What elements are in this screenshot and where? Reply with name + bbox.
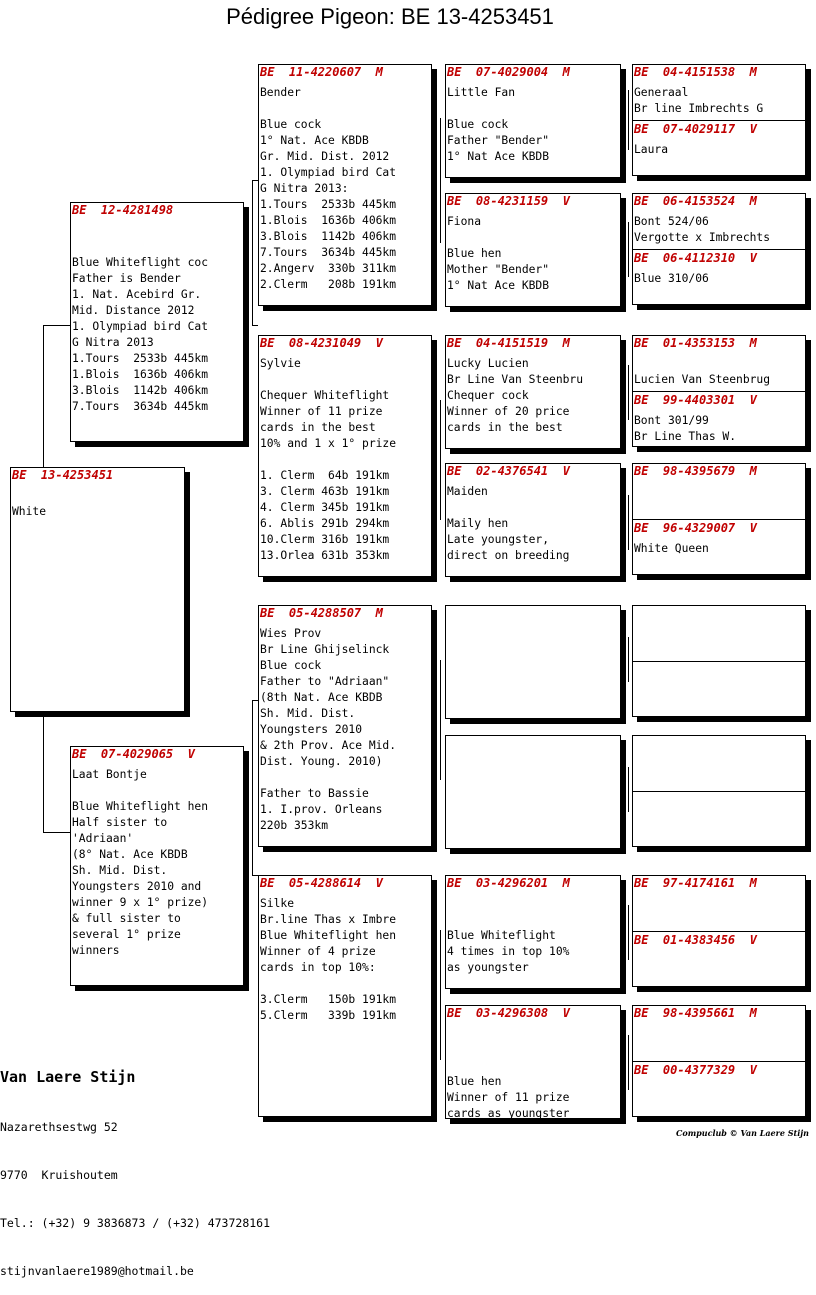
ancestor-card[interactable] [445,875,621,989]
ring-number: BE 11-4220607 M [260,65,383,79]
ring-number: BE 03-4296308 V [447,1006,570,1020]
ancestor-pair-card[interactable] [632,735,806,847]
card-details: Lucien Van Steenbrug [634,373,771,386]
ancestor-card[interactable] [445,463,621,577]
ancestor-pair-card[interactable] [632,335,806,447]
card-details: Blue Whiteflight coc Father is Bender 1. Nat. Acebird Gr. Mid. Distance 2012 1. Olympiad bird Cat G Nitra 2013 1.Tours 2533b 445km 1.Blois 1636b 406km 3.Blois 1142b 406km 7.Tours 3634b 445km [72,256,209,413]
ring-number: BE 01-4353153 M [634,336,757,350]
ring-number: BE 04-4151538 M [634,65,757,79]
connector [628,90,629,150]
copyright-footer: Compuclub © Van Laere Stijn [676,1128,809,1138]
ring-number: BE 02-4376541 V [447,464,570,478]
card-details: Blue 310/06 [634,272,709,285]
grandparent-card[interactable] [258,875,432,1117]
connector [628,1035,629,1090]
ancestor-pair-card[interactable] [632,463,806,575]
ring-number: BE 03-4296201 M [447,876,570,890]
card-details: Little Fan Blue cock Father "Bender" 1° Nat Ace KBDB [447,86,550,163]
connector [43,712,44,832]
ancestor-card[interactable] [445,735,621,849]
card-details: Generaal Br line Imbrechts G [634,86,764,115]
ring-number: BE 05-4288614 V [260,876,383,890]
grandparent-card[interactable] [258,64,432,306]
page-title: Pédigree Pigeon: BE 13-4253451 [226,4,554,29]
card-details: White [12,505,47,518]
ancestor-card[interactable] [445,64,621,178]
ring-number: BE 00-4377329 V [634,1063,757,1077]
divider [633,120,805,121]
owner-phone: Tel.: (+32) 9 3836873 / (+32) 473728161 [0,1216,271,1230]
divider [633,791,805,792]
ring-number: BE 01-4383456 V [634,933,757,947]
grandparent-card[interactable] [258,335,432,577]
connector [440,118,441,243]
ring-number: BE 06-4112310 V [634,251,757,265]
ancestor-pair-card[interactable] [632,1005,806,1117]
ring-number: BE 97-4174161 M [634,876,757,890]
ring-number: BE 07-4029065 V [72,747,195,761]
connector [252,325,258,326]
ring-number: BE 98-4395679 M [634,464,757,478]
sire-card[interactable] [70,202,244,442]
connector [628,905,629,960]
ring-number: BE 08-4231159 V [447,194,570,208]
connector [440,400,441,520]
card-details: White Queen [634,542,709,555]
ring-number: BE 12-4281498 [72,203,174,217]
ancestor-pair-card[interactable] [632,605,806,717]
ring-number: BE 96-4329007 V [634,521,757,535]
card-details: Laat Bontje Blue Whiteflight hen Half sister to 'Adriaan' (8° Nat. Ace KBDB Sh. Mid. Dist. Youngsters 2010 and winner 9 x 1° prize) & full sister to several 1° prize winners [72,768,209,957]
subject-card[interactable] [10,467,185,712]
connector [43,832,71,833]
connector [440,930,441,1060]
ring-number: BE 07-4029117 V [634,122,757,136]
connector [440,660,441,780]
divider [633,931,805,932]
card-details: Maiden Maily hen Late youngster, direct on breeding [447,485,570,562]
connector [252,180,253,325]
divider [633,249,805,250]
owner-city: 9770 Kruishoutem [0,1168,118,1182]
card-details: Bont 301/99 Br Line Thas W. [634,414,737,443]
ancestor-card[interactable] [445,1005,621,1119]
card-details: Laura [634,143,669,156]
connector [43,325,44,470]
card-details: Wies Prov Br Line Ghijselinck Blue cock Father to "Adriaan" (8th Nat. Ace KBDB Sh. Mid. Dist. Youngsters 2010 & 2th Prov. Ace Mid. Dist. Young. 2010) Father to Bassie 1. I.prov. Orleans 220b 353km [260,627,397,832]
card-details: Blue hen Winner of 11 prize cards as youngster [447,1075,570,1119]
ring-number: BE 04-4151519 M [447,336,570,350]
divider [633,661,805,662]
connector [628,495,629,550]
connector [628,637,629,682]
connector [43,325,71,326]
divider [633,391,805,392]
card-details: Bont 524/06 Vergotte x Imbrechts [634,215,771,244]
ring-number: BE 06-4153524 M [634,194,757,208]
ring-number: BE 05-4288507 M [260,606,383,620]
owner-address: Nazarethsestwg 52 [0,1120,118,1134]
ring-number: BE 98-4395661 M [634,1006,757,1020]
card-details: Fiona Blue hen Mother "Bender" 1° Nat Ace KBDB [447,215,550,292]
ancestor-pair-card[interactable] [632,875,806,987]
connector [628,767,629,812]
connector [252,700,253,875]
ancestor-pair-card[interactable] [632,193,806,305]
ring-number: BE 07-4029004 M [447,65,570,79]
card-details: Silke Br.line Thas x Imbre Blue Whiteflight hen Winner of 4 prize cards in top 10%: 3.Clerm 150b 191km 5.Clerm 339b 191km [260,897,397,1022]
connector [628,365,629,420]
card-details: Lucky Lucien Br Line Van Steenbru Chequer cock Winner of 20 price cards in the best [447,357,584,434]
grandparent-card[interactable] [258,605,432,847]
ancestor-pair-card[interactable] [632,64,806,176]
dam-card[interactable] [70,746,244,986]
divider [633,1061,805,1062]
owner-name: Van Laere Stijn [0,1068,136,1086]
ancestor-card[interactable] [445,605,621,719]
ring-number: BE 13-4253451 [12,468,114,482]
card-details: Bender Blue cock 1° Nat. Ace KBDB Gr. Mid. Dist. 2012 1. Olympiad bird Cat G Nitra 2013: 1.Tours 2533b 445km 1.Blois 1636b 406km 3.Blois 1142b 406km 7.Tours 3634b 445km 2.Angerv 330b 311km 2.Clerm 208b 191km [260,86,397,291]
connector [628,222,629,277]
owner-info [0,1035,270,1295]
card-details: Blue Whiteflight 4 times in top 10% as youngster [447,929,570,974]
owner-email[interactable]: stijnvanlaere1989@hotmail.be [0,1264,194,1278]
ancestor-card[interactable] [445,193,621,307]
ring-number: BE 08-4231049 V [260,336,383,350]
ring-number: BE 99-4403301 V [634,393,757,407]
card-details: Sylvie Chequer Whiteflight Winner of 11 prize cards in the best 10% and 1 x 1° prize 1. Clerm 64b 191km 3. Clerm 463b 191km 4. Clerm 345b 191km 6. Ablis 291b 294km 10.Clerm 316b 191km 13.Orlea 631b 353km [260,357,397,562]
ancestor-card[interactable] [445,335,621,449]
divider [633,519,805,520]
